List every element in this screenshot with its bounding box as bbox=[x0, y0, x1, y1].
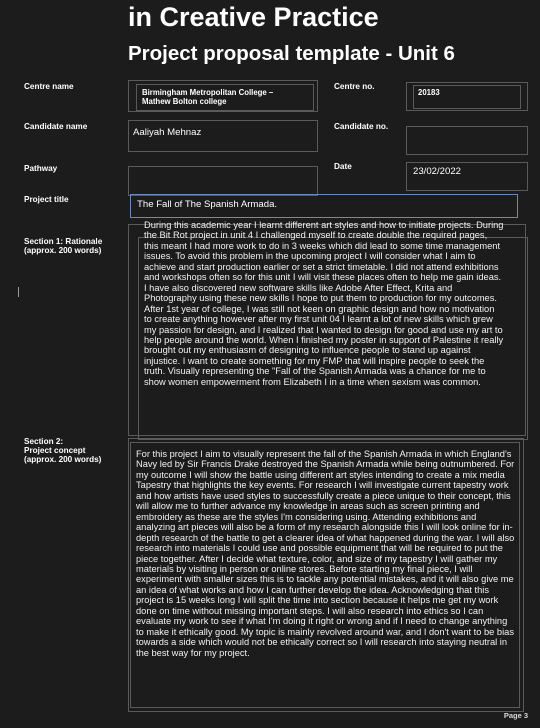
candidate-no-box[interactable] bbox=[406, 126, 528, 155]
section2-label-line1: Section 2: bbox=[24, 437, 64, 446]
section1-rationale-text bbox=[144, 220, 504, 387]
centre-no-label: Centre no. bbox=[334, 82, 375, 91]
centre-name-value-line2: Mathew Bolton college bbox=[142, 97, 227, 106]
centre-name-label: Centre name bbox=[24, 82, 74, 91]
section1-label-line1: Section 1: Rationale bbox=[24, 237, 103, 246]
pathway-label: Pathway bbox=[24, 164, 58, 173]
text-cursor bbox=[18, 287, 19, 297]
candidate-name-value: Aaliyah Mehnaz bbox=[133, 127, 202, 138]
page-number: Page 3 bbox=[503, 711, 528, 720]
document-heading-line1: in Creative Practice bbox=[128, 2, 379, 32]
section2-label-line3: (approx. 200 words) bbox=[24, 455, 102, 464]
candidate-no-label: Candidate no. bbox=[334, 122, 389, 131]
project-title-value: The Fall of The Spanish Armada. bbox=[137, 199, 278, 210]
section2-label-line2: Project concept bbox=[24, 446, 86, 455]
centre-no-value: 20183 bbox=[418, 88, 440, 97]
section1-rationale-paragraph: During this academic year I learnt different art styles and how to initiate projects. During the Bit Rot project in unit 4 I challenged myself to create double the required pages, this meant I had more work to do in 3 weeks which did lead to some time management issues. To avoid this problem in the upcoming project I will consider what I aim to achieve and start production earlier or set a strict timetable. I did not attend exhibitions and workshops often so for this unit I will visit these places often to help me gain ideas. I have also discovered new software skills like Adobe After Effect, Krita and Photography using these new skills I hope to put them to production for my outcomes. After 1st year of college, I was still not keen on graphic design and how no motivation to create anything however after my first unit 04 I learnt a lot of new skills which grew my passion for design, and I realized that I wanted to design for good and use my art to help people around the world. When I finished my poster in support of Palestine it really brought out my enthusiasm of designing to influence people to stand up against injustice. I want to create something for my FMP that will inspire people to seek the truth. Visually representing the "Fall of the Spanish Armada was a chance for me to show women empowerment from Elizabeth I in a time when sexism was common. bbox=[144, 220, 504, 387]
date-value: 23/02/2022 bbox=[413, 166, 462, 177]
pathway-box[interactable] bbox=[128, 166, 318, 196]
project-title-label: Project title bbox=[24, 195, 69, 204]
section2-concept-text bbox=[136, 449, 516, 658]
date-label: Date bbox=[334, 162, 352, 171]
centre-name-value-line1: Birmingham Metropolitan College – bbox=[142, 88, 274, 97]
section2-concept-paragraph: For this project I aim to visually represent the fall of the Spanish Armada in which England's Navy led by Sir Francis Drake destroyed the Spanish Armada while being outnumbered. For my outcome I will show the battle using different art styles intending to create a mix media Tapestry that highlights the key events. For research I will investigate current tapestry work and how artists have used styles to successfully create a piece unique to their concept, this will allow me to further advance my knowledge in areas such as screen printing and embroidery as these are the styles I'm considering using. Attending exhibitions and analyzing art pieces will also be a form of my research alongside this I will look online for in-depth research of the battle to get a clearer idea of what happened during the war. I will also research into materials I could use and possible equipment that will be required to put the piece together. After I decide what texture, color, and size of my tapestry I will gather my materials by visiting in person or online stores. Before starting my final piece, I will experiment with smaller sizes this is to tackle any potential mistakes, and it will also give me an idea of what works and how I can further develop the idea. Acknowledging that this project is 15 weeks long I will split the time into section because it helps me get my work done on time without missing important steps. I will also research into ethics so I can evaluate my work to see if what I'm doing it right or wrong and if I need to change anything to make it ethically good. My topic is mainly revolved around war, and I don't want to be bias towards a side which would not be ethically correct so I will research into staying neutral in the best way for my project. bbox=[136, 449, 515, 658]
candidate-name-label: Candidate name bbox=[24, 122, 88, 131]
document-heading-line2: Project proposal template - Unit 6 bbox=[128, 42, 455, 65]
section1-label-line2: (approx. 200 words) bbox=[24, 246, 102, 255]
